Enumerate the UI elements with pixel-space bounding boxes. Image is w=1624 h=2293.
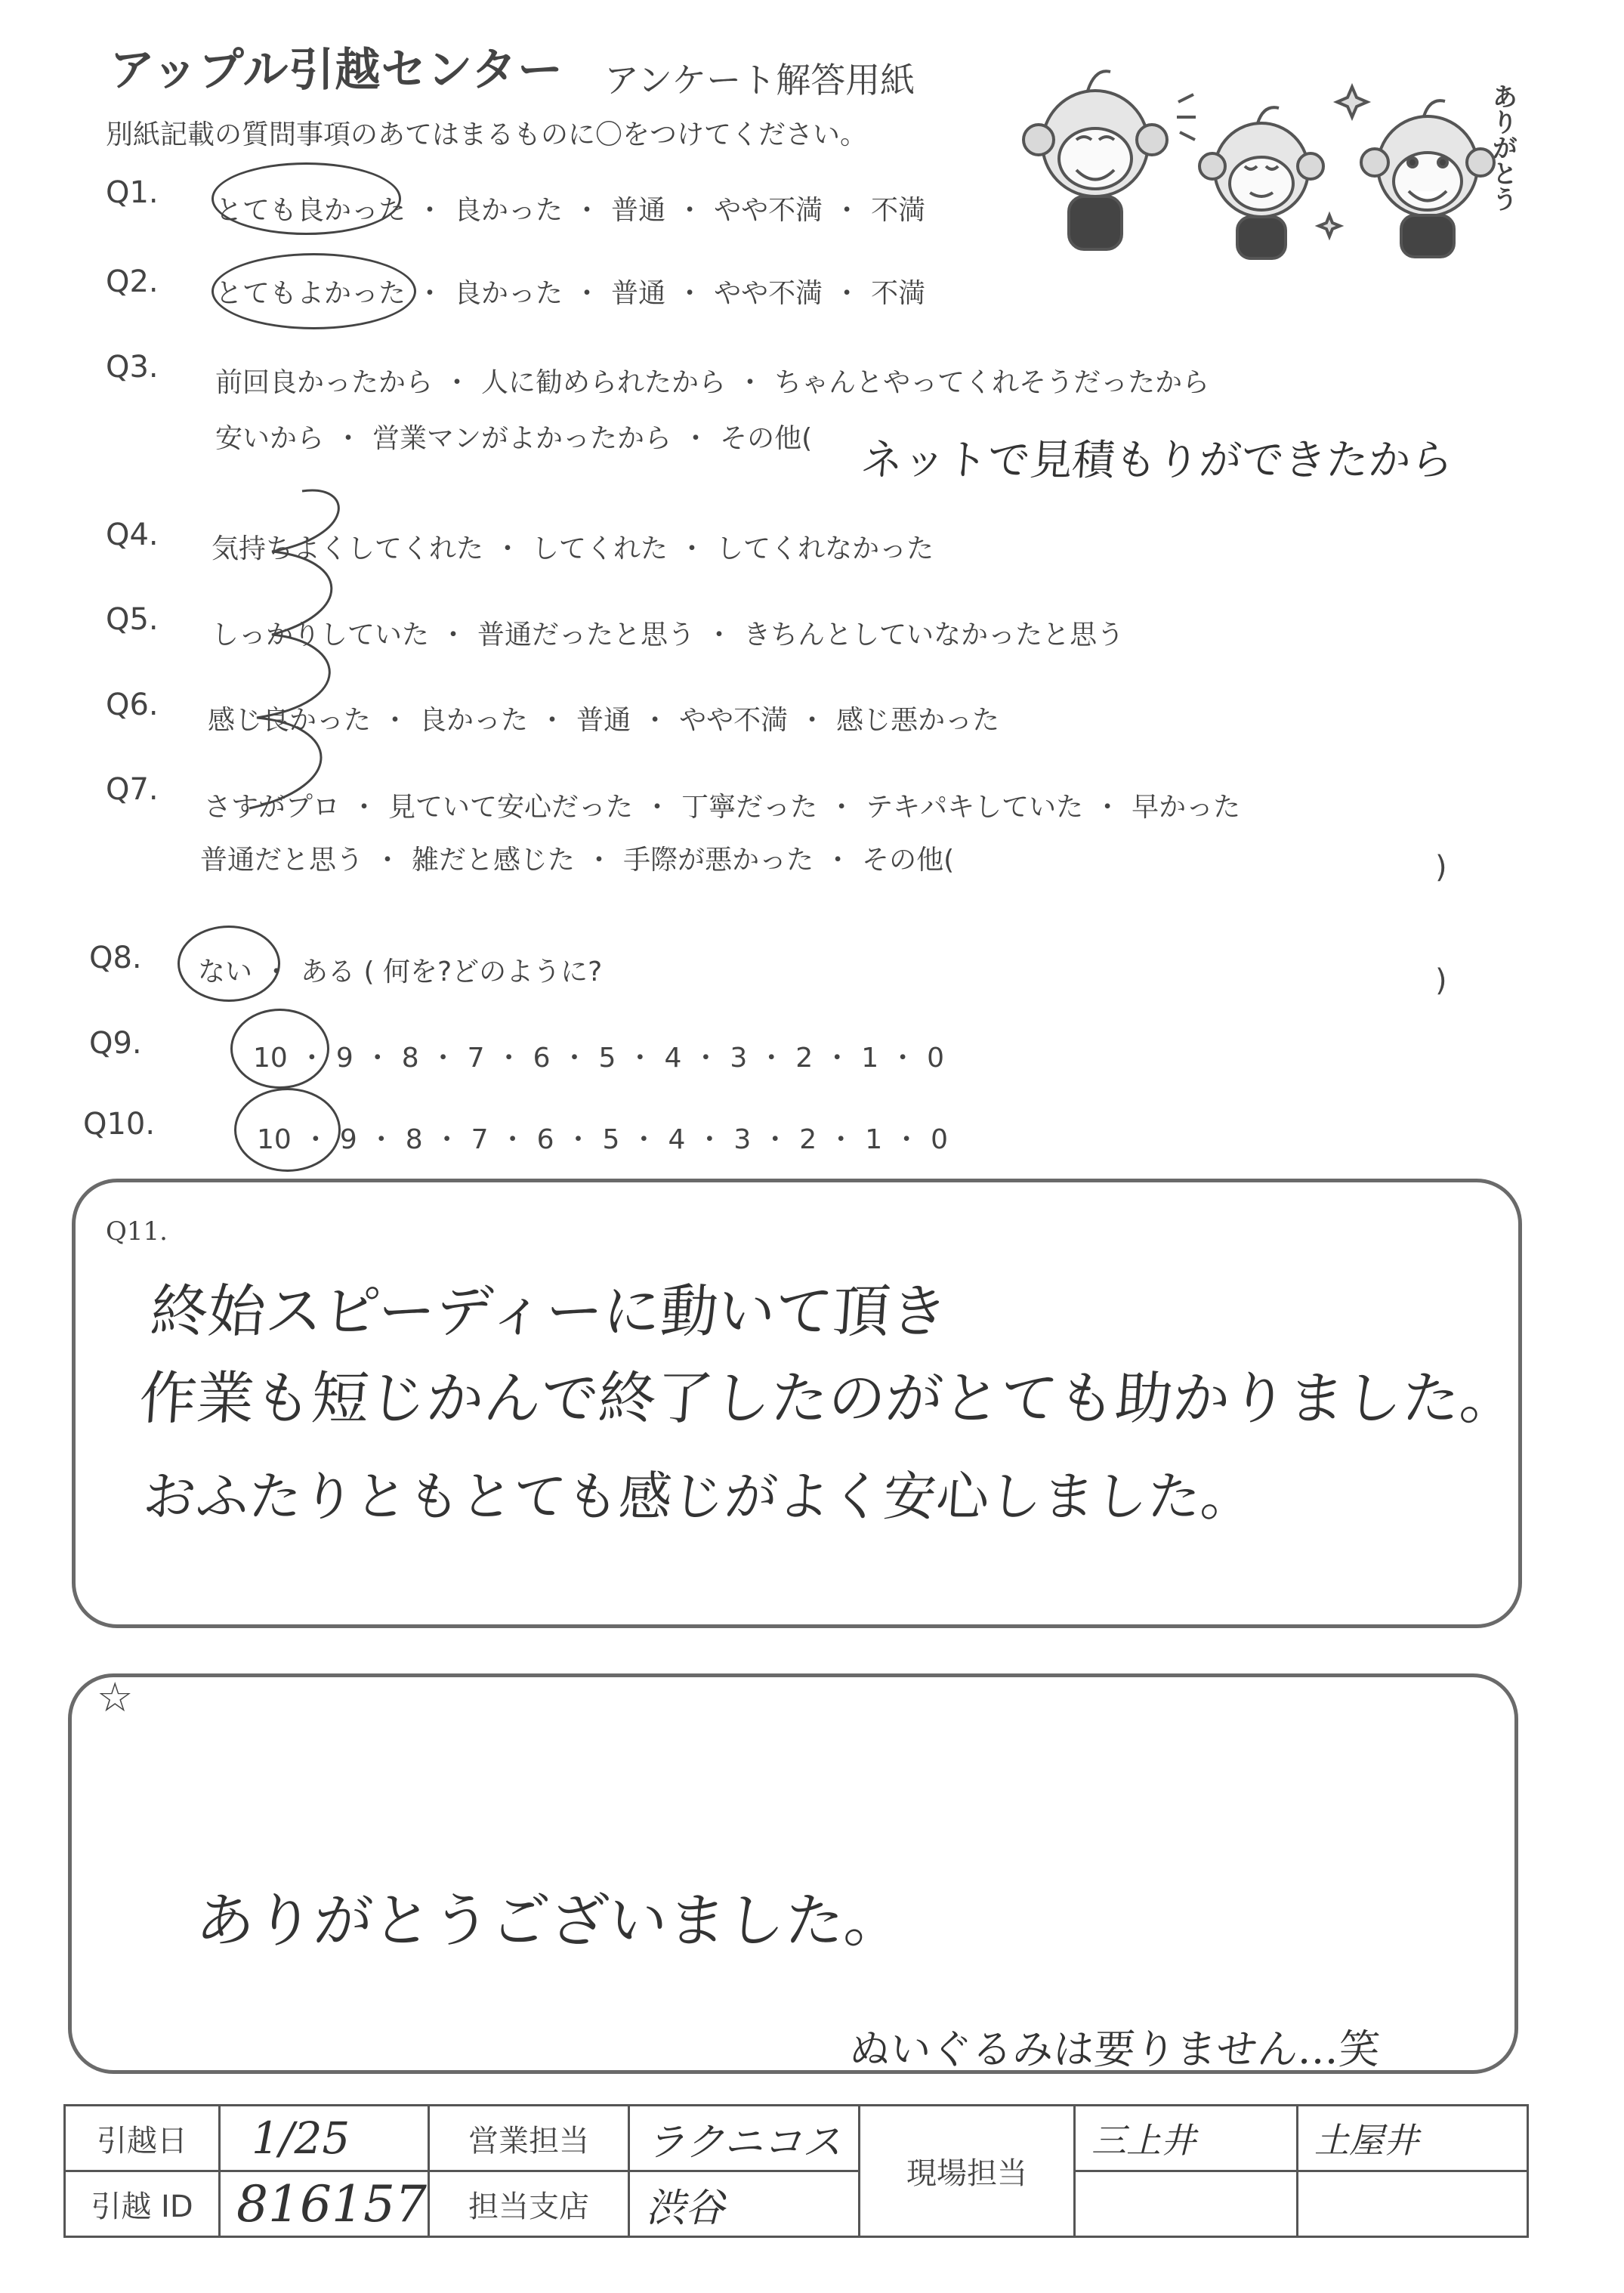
q3-number: Q3. bbox=[106, 350, 159, 385]
q5-option[interactable]: きちんとしていなかったと思う bbox=[743, 620, 1125, 651]
q2-option[interactable]: やや不満 bbox=[714, 278, 823, 309]
q2-options: とてもよかった ・ 良かった ・ 普通 ・ やや不満 ・ 不満 bbox=[215, 278, 926, 309]
q7-option[interactable]: 雑だと感じた bbox=[412, 845, 576, 876]
q7-options-line1: さすがプロ ・ 見ていて安心だった ・ 丁寧だった ・ テキパキしていた ・ 早かった bbox=[204, 792, 1241, 823]
branch-value[interactable]: 渋谷 bbox=[628, 2171, 859, 2237]
q9-option[interactable]: 4 bbox=[664, 1043, 682, 1074]
q6-option[interactable]: 普通 bbox=[576, 705, 631, 736]
q8-close-paren: ) bbox=[1435, 963, 1447, 998]
q1-options: とても良かった ・ 良かった ・ 普通 ・ やや不満 ・ 不満 bbox=[215, 195, 926, 226]
star-note: ぬいぐるみは要りません…笑 bbox=[848, 2026, 1382, 2073]
instruction-text: 別紙記載の質問事項のあてはまるものに〇をつけてください。 bbox=[106, 119, 868, 150]
q7-option[interactable]: さすがプロ bbox=[204, 792, 341, 823]
survey-title: アップル引越センター bbox=[110, 44, 563, 97]
q7-option[interactable]: 丁寧だった bbox=[681, 792, 818, 823]
q6-options: 感じ良かった ・ 良かった ・ 普通 ・ やや不満 ・ 感じ悪かった bbox=[208, 705, 1000, 736]
q9-option[interactable]: 9 bbox=[335, 1043, 354, 1074]
q4-options: 気持ちよくしてくれた ・ してくれた ・ してくれなかった bbox=[211, 533, 934, 564]
q1-option[interactable]: とても良かった bbox=[215, 195, 406, 226]
q9-scale: 10 ・ 9 ・ 8 ・ 7 ・ 6 ・ 5 ・ 4 ・ 3 ・ 2 ・ 1 ・ 0 bbox=[253, 1043, 945, 1074]
site-staff-1[interactable]: 三上井 bbox=[1074, 2106, 1297, 2171]
q7-option[interactable]: 見ていて安心だった bbox=[388, 792, 634, 823]
q1-option[interactable]: 不満 bbox=[871, 195, 926, 226]
q11-comment-line: 終始スピーディーに動いて頂き bbox=[148, 1278, 950, 1345]
q1-option[interactable]: 良かった bbox=[454, 195, 563, 226]
q4-option[interactable]: してくれなかった bbox=[716, 533, 934, 564]
move-date-value[interactable]: 1/25 bbox=[220, 2106, 429, 2171]
q2-number: Q2. bbox=[106, 264, 159, 299]
q4-option[interactable]: 気持ちよくしてくれた bbox=[211, 533, 484, 564]
star-message: ありがとうございました。 bbox=[193, 1887, 906, 1955]
q1-option[interactable]: 普通 bbox=[611, 195, 666, 226]
q2-option[interactable]: とてもよかった bbox=[215, 278, 406, 309]
monkey-icon bbox=[1023, 71, 1167, 249]
q7-option[interactable]: 普通だと思う bbox=[200, 845, 364, 876]
site-staff-1-extra[interactable] bbox=[1074, 2171, 1297, 2237]
q9-option[interactable]: 1 bbox=[861, 1043, 879, 1074]
q10-option[interactable]: 9 bbox=[339, 1124, 357, 1155]
sales-value[interactable]: ラクニコス bbox=[628, 2106, 859, 2171]
q9-option[interactable]: 8 bbox=[401, 1043, 419, 1074]
q5-option[interactable]: 普通だったと思う bbox=[477, 620, 696, 651]
q6-option[interactable]: 感じ悪かった bbox=[836, 705, 1000, 736]
q10-option[interactable]: 2 bbox=[799, 1124, 817, 1155]
q2-option[interactable]: 普通 bbox=[611, 278, 666, 309]
q3-option[interactable]: ちゃんとやってくれそうだったから bbox=[774, 367, 1210, 398]
site-label: 現場担当 bbox=[859, 2106, 1074, 2237]
move-date-label: 引越日 bbox=[65, 2106, 220, 2171]
q10-option[interactable]: 0 bbox=[931, 1124, 949, 1155]
q11-label: Q11. bbox=[106, 1216, 168, 1247]
branch-label: 担当支店 bbox=[428, 2171, 628, 2237]
survey-subtitle: アンケート解答用紙 bbox=[604, 60, 915, 100]
q9-selection-circle bbox=[230, 1009, 329, 1089]
q5-options: しっかりしていた ・ 普通だったと思う ・ きちんとしていなかったと思う bbox=[211, 620, 1125, 651]
q3-option[interactable]: 前回良かったから bbox=[215, 367, 434, 398]
q4-option[interactable]: してくれた bbox=[532, 533, 668, 564]
q3-options-line2: 安いから ・ 営業マンがよかったから ・ その他( bbox=[215, 423, 813, 454]
star-label: ☆ bbox=[97, 1673, 134, 1721]
site-staff-2[interactable]: 土屋井 bbox=[1297, 2106, 1527, 2171]
q10-option[interactable]: 1 bbox=[865, 1124, 883, 1155]
q3-option[interactable]: 営業マンがよかったから bbox=[372, 423, 672, 454]
q9-option[interactable]: 2 bbox=[795, 1043, 814, 1074]
q9-option[interactable]: 3 bbox=[730, 1043, 748, 1074]
q9-option[interactable]: 5 bbox=[598, 1043, 616, 1074]
q2-option[interactable]: 良かった bbox=[454, 278, 563, 309]
thanks-badge: ありがとう bbox=[1487, 83, 1517, 212]
q10-option[interactable]: 7 bbox=[471, 1124, 489, 1155]
q7-close-paren: ) bbox=[1435, 850, 1447, 885]
q10-selection-circle bbox=[234, 1088, 341, 1172]
q10-option[interactable]: 6 bbox=[536, 1124, 554, 1155]
q3-options-line1: 前回良かったから ・ 人に勧められたから ・ ちゃんとやってくれそうだったから bbox=[215, 367, 1210, 398]
move-info-table bbox=[63, 2104, 1529, 2238]
site-staff-2-extra[interactable] bbox=[1297, 2171, 1527, 2237]
q10-option[interactable]: 8 bbox=[405, 1124, 423, 1155]
q6-number: Q6. bbox=[106, 688, 159, 722]
q7-option[interactable]: 早かった bbox=[1132, 792, 1241, 823]
q2-option[interactable]: 不満 bbox=[871, 278, 926, 309]
q1-option[interactable]: やや不満 bbox=[714, 195, 823, 226]
q2-selection-circle bbox=[211, 253, 416, 329]
q8-option[interactable]: ある ( 何を?どのように? bbox=[301, 956, 603, 987]
q1-selection-circle bbox=[211, 162, 401, 235]
q5-number: Q5. bbox=[106, 602, 159, 637]
q6-option[interactable]: 感じ良かった bbox=[208, 705, 372, 736]
selection-scribble bbox=[227, 484, 378, 824]
move-id-label: 引越 ID bbox=[65, 2171, 220, 2237]
q7-options-line2: 普通だと思う ・ 雑だと感じた ・ 手際が悪かった ・ その他( bbox=[200, 845, 955, 876]
sales-label: 営業担当 bbox=[428, 2106, 628, 2171]
q9-number: Q9. bbox=[89, 1026, 142, 1061]
q8-option[interactable]: ない bbox=[198, 956, 253, 987]
q8-number: Q8. bbox=[89, 941, 142, 975]
q3-option[interactable]: 安いから bbox=[215, 423, 325, 454]
q8-selection-circle bbox=[178, 926, 280, 1002]
q10-number: Q10. bbox=[83, 1107, 156, 1142]
q5-option[interactable]: しっかりしていた bbox=[211, 620, 430, 651]
q11-comment-line: おふたりともとても感じがよく安心しました。 bbox=[140, 1466, 1256, 1528]
q10-option[interactable]: 5 bbox=[602, 1124, 620, 1155]
q3-other-handwritten[interactable]: ネットで見積もりができたから bbox=[859, 436, 1455, 485]
q9-option[interactable]: 7 bbox=[467, 1043, 485, 1074]
q6-option[interactable]: 良かった bbox=[419, 705, 529, 736]
q9-option[interactable]: 0 bbox=[927, 1043, 945, 1074]
mascot-illustration bbox=[1005, 57, 1533, 261]
q7-option[interactable]: その他( bbox=[862, 845, 955, 876]
q8-options: ない ・ ある ( 何を?どのように? bbox=[198, 956, 603, 987]
q1-number: Q1. bbox=[106, 175, 159, 210]
q7-option[interactable]: テキパキしていた bbox=[866, 792, 1084, 823]
q6-option[interactable]: やや不満 bbox=[679, 705, 789, 736]
q10-option[interactable]: 4 bbox=[668, 1124, 686, 1155]
q10-option[interactable]: 3 bbox=[733, 1124, 752, 1155]
move-id-value[interactable]: 816157 bbox=[220, 2171, 429, 2237]
q4-number: Q4. bbox=[106, 518, 159, 552]
q9-option[interactable]: 6 bbox=[533, 1043, 551, 1074]
q3-option[interactable]: その他( bbox=[720, 423, 813, 454]
q10-option[interactable]: 10 bbox=[257, 1124, 292, 1155]
q11-comment-line: 作業も短じかんで終了したのがとても助かりました。 bbox=[137, 1364, 1520, 1432]
q7-number: Q7. bbox=[106, 772, 159, 807]
q7-option[interactable]: 手際が悪かった bbox=[623, 845, 814, 876]
q9-option[interactable]: 10 bbox=[253, 1043, 288, 1074]
q3-option[interactable]: 人に勧められたから bbox=[481, 367, 727, 398]
q10-scale: 10 ・ 9 ・ 8 ・ 7 ・ 6 ・ 5 ・ 4 ・ 3 ・ 2 ・ 1 ・ 0 bbox=[257, 1124, 949, 1155]
